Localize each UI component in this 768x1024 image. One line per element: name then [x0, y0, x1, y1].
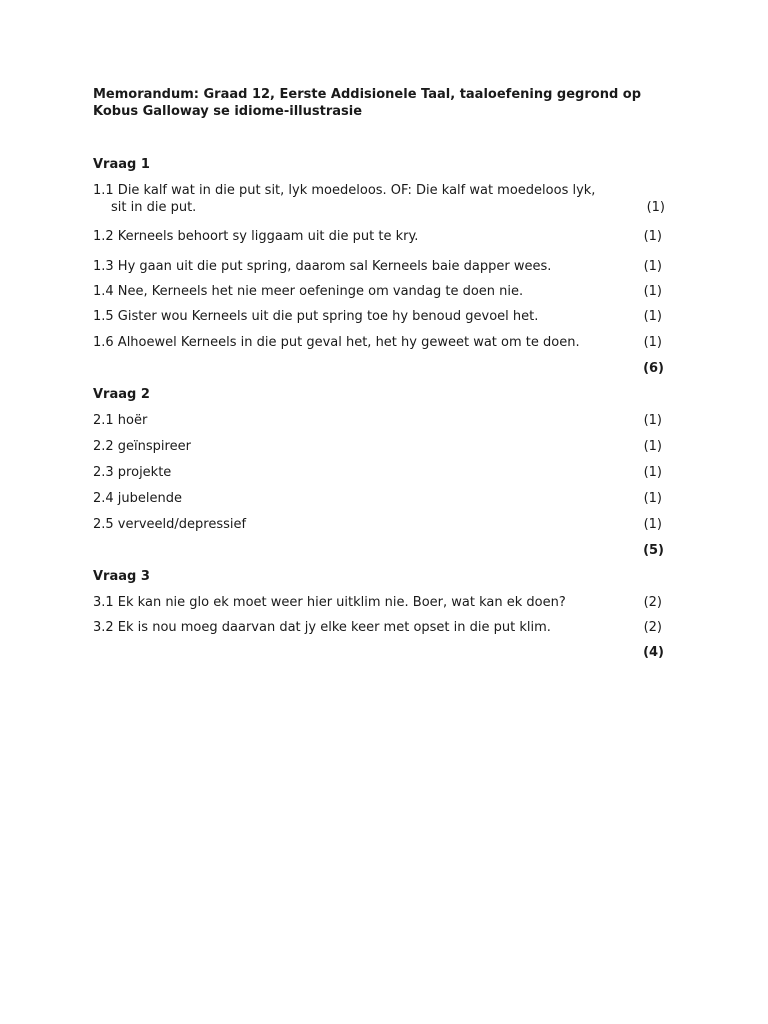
- answer-row-1-3: [93, 258, 665, 275]
- answer-text: 2.2 geïnspireer: [93, 439, 191, 454]
- answer-text: 3.1 Ek kan nie glo ek moet weer hier uitklim nie. Boer, wat kan ek doen?: [93, 595, 566, 610]
- answer-row-2-1: [93, 412, 665, 429]
- answer-text: 1.5 Gister wou Kerneels uit die put spring toe hy benoud gevoel het.: [93, 309, 539, 324]
- answer-mark: (2): [643, 595, 662, 610]
- answer-text-line-1: 1.1 Die kalf wat in die put sit, lyk moedeloos. OF: Die kalf wat moedeloos lyk,: [93, 183, 596, 198]
- answer-mark: (1): [643, 284, 662, 299]
- answer-text: 1.2 Kerneels behoort sy liggaam uit die put te kry.: [93, 229, 419, 244]
- answer-row-1-1: [93, 182, 665, 216]
- answer-text: 1.6 Alhoewel Kerneels in die put geval het, het hy geweet wat om te doen.: [93, 335, 580, 350]
- total-mark: (4): [643, 645, 664, 660]
- answer-row-1-5: [93, 308, 665, 325]
- title-line-1: Memorandum: Graad 12, Eerste Addisionele Taal, taaloefening gegrond op: [93, 87, 642, 102]
- title-line-2: Kobus Galloway se idiome-illustrasie: [93, 104, 363, 119]
- answer-text: 2.4 jubelende: [93, 491, 183, 506]
- answer-mark: (1): [643, 491, 662, 506]
- answer-row-3-1: [93, 594, 665, 611]
- document-title: [93, 86, 665, 120]
- answer-mark: (1): [646, 200, 665, 215]
- answer-row-2-4: [93, 490, 665, 507]
- answer-mark: (1): [643, 439, 662, 454]
- answer-mark: (1): [643, 517, 662, 532]
- total-mark: (6): [643, 361, 664, 376]
- answer-text: 3.2 Ek is nou moeg daarvan dat jy elke keer met opset in die put klim.: [93, 620, 551, 635]
- answer-mark: (1): [643, 335, 662, 350]
- memorandum-page: [93, 86, 665, 661]
- answer-row-2-2: [93, 438, 665, 455]
- section-heading-vraag-2: Vraag 2: [93, 387, 150, 402]
- section-heading-vraag-1: Vraag 1: [93, 157, 150, 172]
- answer-text: 1.3 Hy gaan uit die put spring, daarom sal Kerneels baie dapper wees.: [93, 259, 552, 274]
- answer-row-3-2: [93, 619, 665, 636]
- answer-mark: (2): [643, 620, 662, 635]
- answer-row-2-3: [93, 464, 665, 481]
- total-mark: (5): [643, 543, 664, 558]
- answer-mark: (1): [643, 465, 662, 480]
- answer-mark: (1): [643, 309, 662, 324]
- answer-text: 1.4 Nee, Kerneels het nie meer oefeninge om vandag te doen nie.: [93, 284, 524, 299]
- section-total-vraag-3: [93, 644, 665, 661]
- answer-mark: (1): [643, 229, 662, 244]
- answer-mark: (1): [643, 259, 662, 274]
- section-heading-vraag-3: Vraag 3: [93, 569, 150, 584]
- answer-text: 2.5 verveeld/depressief: [93, 517, 247, 532]
- section-total-vraag-2: [93, 542, 665, 559]
- answer-row-1-2: [93, 228, 665, 245]
- answer-row-1-4: [93, 283, 665, 300]
- answer-mark: (1): [643, 413, 662, 428]
- answer-row-1-6: [93, 334, 665, 351]
- answer-text-line-2: sit in die put.: [111, 200, 197, 215]
- section-total-vraag-1: [93, 360, 665, 377]
- answer-text: 2.3 projekte: [93, 465, 172, 480]
- answer-row-2-5: [93, 516, 665, 533]
- answer-text: 2.1 hoër: [93, 413, 148, 428]
